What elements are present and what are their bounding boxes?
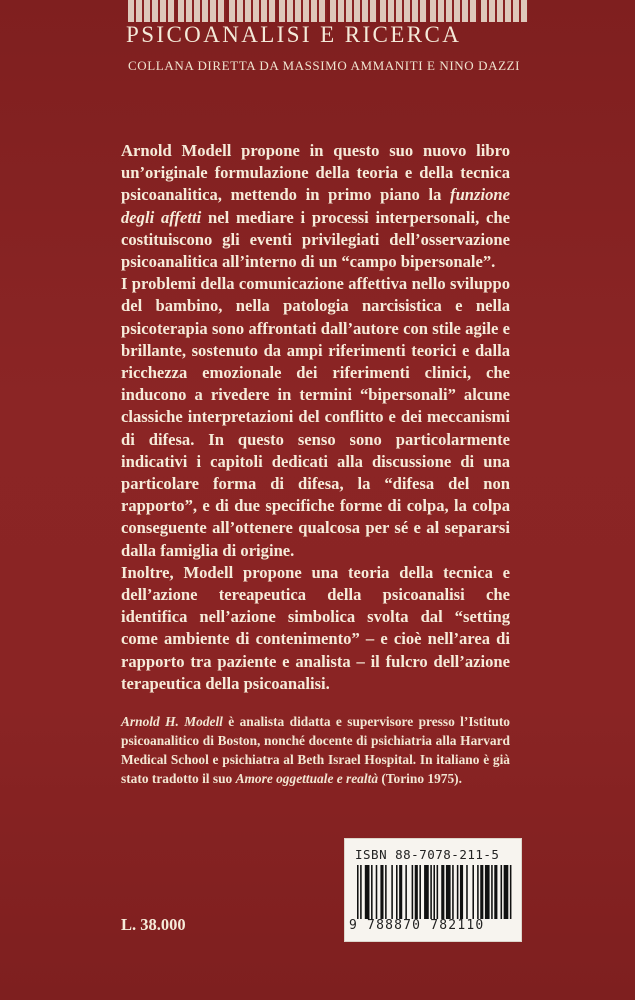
description-paragraph-3: Inoltre, Modell propone una teoria della tecnica e dell’azione tereapeutica della psicoanalisi che identifica nell’azione simbolica svolta dal “setting come ambiente di contenimento” – e cioè nell’area di rapporto tra paziente e analista – il fulcro dell’azione terapeutica della psicoanalisi.	[121, 562, 510, 693]
series-decorative-bar	[128, 0, 528, 22]
description-paragraph-1: Arnold Modell propone in questo suo nuovo libro un’originale formulazione della teoria e della tecnica psicoanalitica, mettendo in primo piano la funzione degli affetti nel mediare i processi interpersonali, che costituiscono gli eventi privilegiati dell’osservazione psicoanalitica all’interno di un “campo bipersonale”.	[121, 141, 511, 272]
series-subtitle: COLLANA DIRETTA DA MASSIMO AMMANITI E NINO DAZZI	[128, 58, 521, 73]
series-title: PSICOANALISI E RICERCA	[126, 22, 462, 47]
isbn-label: ISBN 88-7078-211-5	[355, 847, 500, 862]
description-paragraph-2: I problemi della comunicazione affettiva nello sviluppo del bambino, nella patologia narcisistica e nella psicoterapia sono affrontati dall’autore con stile agile e brillante, sostenuto da ampi riferimenti teorici e dalla ricchezza emozionale dei riferimenti clinici, che inducono a rivedere in termini “bipersonali” alcune classiche interpretazioni del conflitto e dei meccanismi di difesa. In questo senso sono particolarmente indicativi i capitoli dedicati alla discussione di una particolare forma di difesa, la “difesa del non rapporto”, e di due specifiche forme di colpa, la colpa conseguente all’ottenere qualcosa per sé e al separarsi dalla famiglia di origine.	[121, 274, 510, 560]
author-bio: Arnold H. Modell è analista didatta e supervisore presso l’Istituto psicoanalitico di Boston, nonché docente di psichiatria alla Harvard Medical School e psichiatra al Beth Israel Hospital. In italiano è già stato tradotto il suo Amore oggettuale e realtà (Torino 1975).	[121, 714, 510, 786]
isbn-barcode-box	[344, 838, 522, 942]
barcode-digits: 9 788870 782110	[349, 918, 485, 933]
price: L. 38.000	[121, 915, 186, 934]
book-description	[121, 140, 510, 695]
barcode-image	[357, 865, 513, 919]
